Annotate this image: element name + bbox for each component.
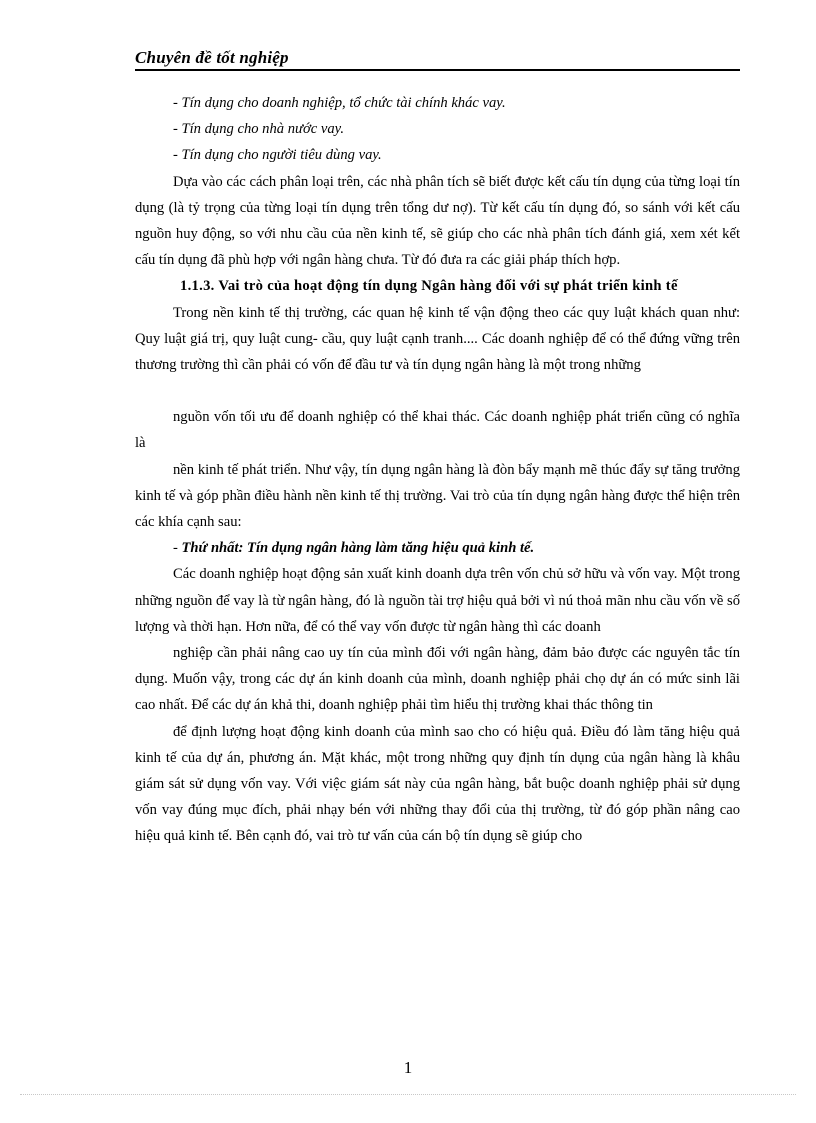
paragraph-market-economy: Trong nền kinh tế thị trường, các quan hệ kinh tế vận động theo các quy luật khách quan như: Quy luật giá trị, quy luật cung- cầu, quy luật cạnh tranh.... Các doanh nghiệp để có thể đứng vững trên thương trường thì cần phải có vốn để đầu tư và tín dụng ngân hàng là một trong những [135,304,740,374]
page-bottom-divider [20,1094,796,1095]
bullet-item: - Tín dụng cho nhà nước vay. [173,121,344,138]
page-header [135,48,740,71]
paragraph-optimal-capital: nguồn vốn tối ưu để doanh nghiệp có thể khai thác. Các doanh nghiệp phát triển cũng có nghĩa là [135,409,740,452]
paragraph-efficiency: để định lượng hoạt động kinh doanh của mình sao cho có hiệu quả. Điều đó làm tăng hiệu quả kinh tế của dự án, phương án. Mặt khác, một trong những quy định tín dụng của ngân hàng là khâu giám sát sử dụng vốn vay. Với việc giám sát này của ngân hàng, bắt buộc doanh nghiệp phải sử dụng vốn vay đúng mục đích, phải nhạy bén với những thay đổi của thị trường, từ đó góp phần nâng cao hiệu quả kinh tế. Bên cạnh đó, vai trò tư vấn của cán bộ tín dụng sẽ giúp cho [135,723,740,845]
paragraph-credit-principles: nghiệp cần phải nâng cao uy tín của mình đối với ngân hàng, đảm bảo được các nguyên tắc tín dụng. Muốn vậy, trong các dự án kinh doanh của mình, doanh nghiệp phải chọ dự án có mức sinh lãi cao nhất. Để các dự án khả thi, doanh nghiệp phải tìm hiểu thị trường khai thác thông tin [135,645,740,714]
section-heading: 1.1.3. Vai trò của hoạt động tín dụng Ngân hàng đối với sự phát triển kinh tế [180,278,678,295]
bullet-item: - Tín dụng cho doanh nghiệp, tổ chức tài chính khác vay. [173,95,506,111]
paragraph-economic-lever: nền kinh tế phát triển. Như vậy, tín dụng ngân hàng là đòn bẩy mạnh mẽ thúc đẩy sự tăng trưởng kinh tế và góp phần điều hành nền kinh tế thị trường. Vai trò của tín dụng ngân hàng được thể hiện trên các khía cạnh sau: [135,461,740,531]
header-title: Chuyên đề tốt nghiệp [135,48,289,67]
first-role-title: Thứ nhất: Tín dụng ngân hàng làm tăng hiệu quả kinh tế. [181,540,535,557]
first-role-line [135,535,740,561]
paragraph-classification: Dựa vào các cách phân loại trên, các nhà phân tích sẽ biết được kết cấu tín dụng của từng loại tín dụng (là tỷ trọng của từng loại tín dụng trên tổng dư nợ). Từ kết cấu tín dụng đó, so sánh với kết cấu nguồn huy động, so với nhu cầu của nền kinh tế, sẽ giúp cho các nhà phân tích đánh giá, xem xét kết cấu tín dụng đã phù hợp với ngân hàng chưa. Từ đó đưa ra các giải pháp thích hợp. [135,173,740,269]
paragraph-business-capital: Các doanh nghiệp hoạt động sản xuất kinh doanh dựa trên vốn chủ sở hữu và vốn vay. Một trong những nguồn để vay là từ ngân hàng, đó là nguồn tài trợ hiệu quả bởi vì nú thoả mãn nhu cầu vốn về số lượng và thời hạn. Hơn nữa, để có thể vay vốn được từ ngân hàng thì các doanh [135,566,740,635]
bullet-item: - Tín dụng cho người tiêu dùng vay. [173,147,382,164]
spacer [135,378,740,404]
first-role-prefix: - [173,540,182,557]
page-number: 1 [403,1058,413,1077]
document-body [135,90,740,850]
